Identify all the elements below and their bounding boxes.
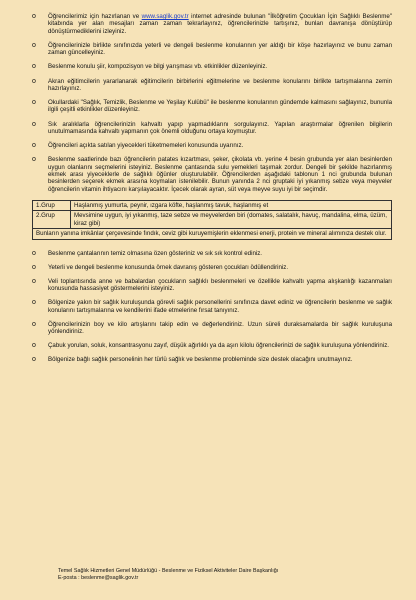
list-item: o Öğrencilerinizle birlikte sınıfınızda yeterli ve dengeli beslenme konularının yer aldığı bir köşe hazırlayınız ve bunu zaman zaman güncelleyiniz. [32,41,392,57]
list-item: o Öğrencilerimiz için hazırlanan ve www.saglik.gov.tr internet adresinde bulunan "İlköğretim Çocukları İçin Sağlıklı Beslenme" kitabında yer alan mesajları zaman zaman tekrarlayınız, öğrencilerinizle tartışınız, bunları davranışa dönüştürüp dönüştürmediklerini izleyiniz. [32,13,392,35]
list-item: o Beslenme saatlerinde bazı öğrencilerin patates kızartması, şeker, çikolata vb. yerine 4 besin grubunda yer alan besinlerden uygun olanlarını seçmelerini isteyiniz. Beslenme çantasında sulu yemekleri taşımak zordur. Dengeli bir şekilde hazırlanmış ekmek arası yiyeceklerle de sağlıklı öğünler oluşturulabilir. Öğrencilerden aşağıdaki tablonun 1 nci grubunda bulunan besinlerden seçerek ekmek arasına koymaları istenilebilir. Bunun yanında 2 nci gruptaki iyi yıkanmış sebze veya meyveler öğrencilerin vitamin ihtiyacını karşılayacaktır. İçecek olarak ayran, süt veya meyve suyu iyi bir seçimdir. [32,156,392,193]
list-item: o Beslenme konulu şiir, kompozisyon ve bilgi yarışması vb. etkinlikler düzenleyiniz. [32,63,268,71]
table-cell-group: 1.Grup [33,200,71,210]
website-link[interactable]: www.saglik.gov.tr [141,13,189,20]
table-note: Bunların yanına imkânlar çerçevesinde fındık, ceviz gibi kuruyemişlerin eklenmesi enerji, protein ve mineral alımınıza destek olur. [33,229,392,239]
list-item: o Sık aralıklarla öğrencilerinizin kahvaltı yapıp yapmadıklarını sorgulayınız. Yapılan araştırmalar öğrenilen bilgilerin unutulmamasında kahvaltı yapmanın çok önemli olduğunu ortaya koymuştur. [32,120,392,135]
footer [58,568,388,582]
bullet-mark: o [32,342,36,350]
bullet-mark: o [32,13,36,20]
list-item: o Veli toplantısında anne ve babalardan çocukların sağlıklı beslenmeleri ve özellikle kahvaltı yapma alışkanlığı kazanmaları konusunda hassasiyet göstermelerini isteyiniz. [32,277,392,293]
list-item: o Okullardaki "Sağlık, Temizlik, Beslenme ve Yeşilay Kulübü" ile beslenme konularının gündemde kalmasını sağlayınız, bununla ilgili çeşitli etkinlikler düzenleyiniz. [32,99,392,114]
content [32,13,392,370]
bullet-mark: o [32,320,36,328]
list-item: o Öğrencileri açıkta satılan yiyecekleri tüketmemeleri konusunda uyarınız. [32,142,244,149]
table-row [33,229,392,239]
food-group-table [32,200,392,240]
bullet-mark: o [32,120,36,128]
list-item: o Bölgenize bağlı sağlık personelinin her türlü sağlık ve beslenme probleminde size destek olacağını unutmayınız. [32,356,353,364]
list-item: o Bölgenize yakın bir sağlık kuruluşunda görevli sağlık personellerini sınıfınıza davet ediniz ve öğrencilerin beslenme ve sağlık konularını tartışmalarına ve kendilerini ifade etmelerine fırsat tanıyınız. [32,299,392,314]
footer-email: E-posta : beslenme@saglik.gov.tr [58,575,139,581]
table-row [33,211,392,229]
bullet-mark: o [32,142,36,149]
table-cell-foods: Mevsimine uygun, iyi yıkanmış, taze sebze ve meyvelerden biri (domates, salatalık, havuç, mandalina, elma, üzüm, kiraz gibi) [71,211,392,229]
list-item: o Çabuk yorulan, soluk, konsantrasyonu zayıf, düşük ağırlıklı ya da aşırı kilolu öğrencilerinizi de sağlık kuruluşuna yönlendiriniz. [32,342,389,350]
bullet-mark: o [32,99,36,106]
bullet-mark: o [32,277,36,285]
bullet-mark: o [32,356,36,364]
footer-org: Temel Sağlık Hizmetleri Genel Müdürlüğü - Beslenme ve Fiziksel Aktiviteler Daire Başkanlığı [58,568,279,574]
list-item: o Akran eğitimcilerin yararlanarak eğitimcilerin birbirlerini eğitmelerine ve beslenme konularını birlikte tartışmalarına zemin hazırlayınız. [32,77,392,92]
list-item: o Yeterli ve dengeli beslenme konusunda örnek davranış gösteren çocukları ödüllendiriniz. [32,263,289,271]
list-item: o Beslenme çantalarının temiz olmasına özen gösteriniz ve sık sık kontrol ediniz. [32,249,262,257]
bullet-mark: o [32,77,36,85]
list-item: o Öğrencilerinizin boy ve kilo artışlarını takip edin ve değerlendiriniz. Uzun süreli duraksamalarda bir sağlık kuruluşuna yönlendiriniz. [32,320,392,336]
bullet-mark: o [32,156,36,164]
table-cell-foods: Haşlanmış yumurta, peynir, ızgara köfte, haşlanmış tavuk, haşlanmış et [71,200,392,210]
bullet-mark: o [32,299,36,307]
table-row [33,200,392,210]
bullet-mark: o [32,249,36,257]
bullet-mark: o [32,41,36,49]
bullet-mark: o [32,263,36,271]
bullet-mark: o [32,63,36,71]
table-cell-group: 2.Grup [33,211,71,229]
